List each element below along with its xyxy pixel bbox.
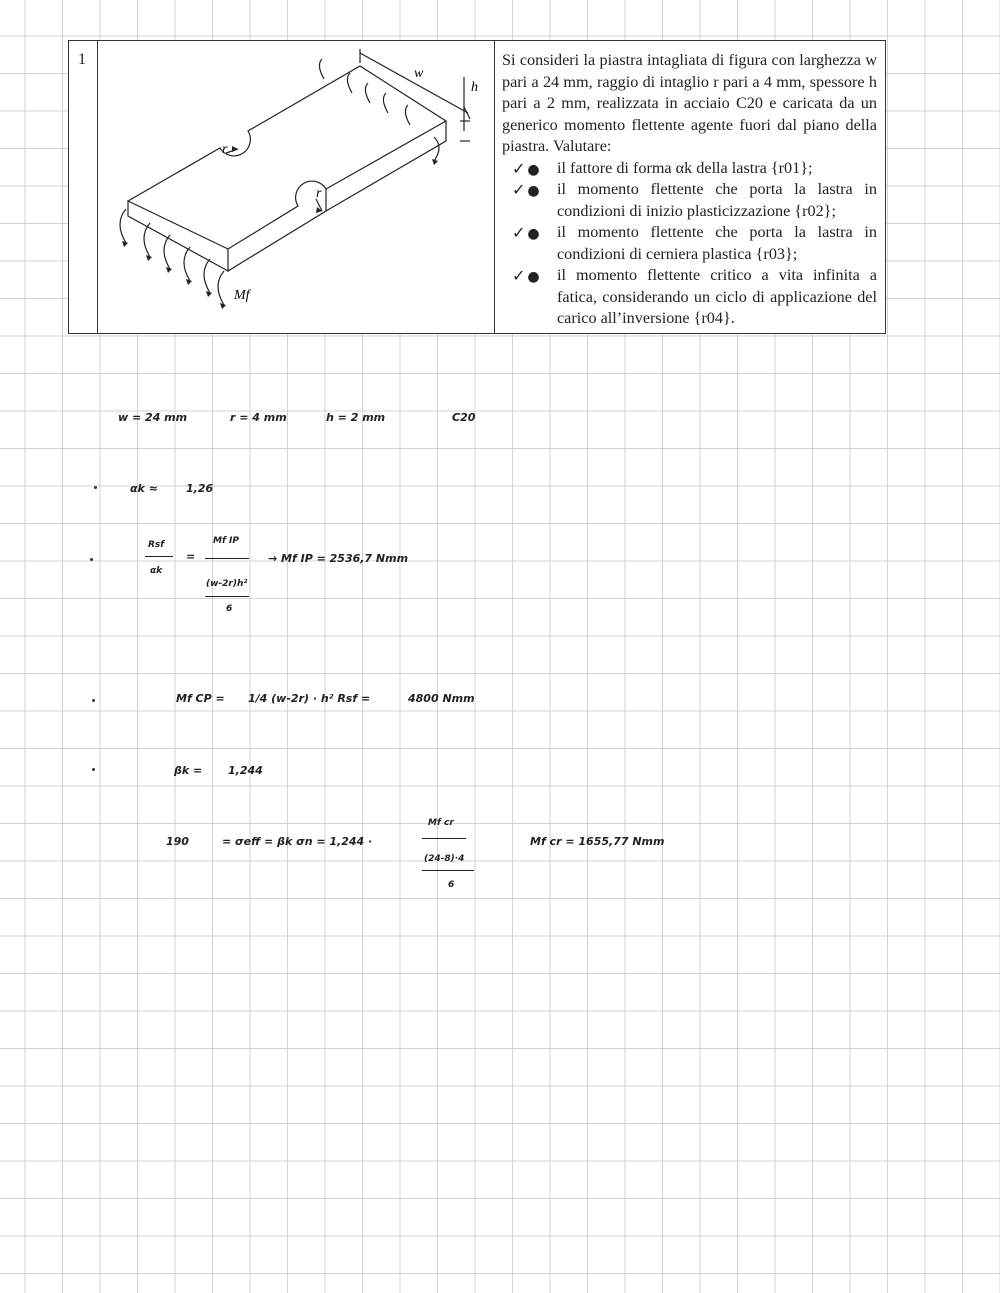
bullet-icon: ● [527,183,540,199]
note-sigma-eff: = σeff = βk σn = 1,244 · [222,835,373,848]
plate-figure [98,41,495,333]
note-mf-ip: Mf IP [213,536,239,546]
note-bullet [92,699,95,702]
label-h: h [471,80,478,95]
note-mf-cr: Mf cr [428,818,454,828]
check-icon: ✓ [512,158,526,178]
bullet-icon: ● [527,161,540,178]
label-r-bottom: r [316,186,322,201]
task-text: il momento flettente che porta la lastra in condizioni di cerniera plastica {r03}; [557,223,877,263]
problem-text [495,41,885,333]
note-alpha-value: 1,26 [186,482,214,495]
fraction-bar [422,838,466,839]
check-icon: ✓ [512,223,526,242]
task-text: il momento flettente che porta la lastra in condizioni di inizio plasticizzazione {r02}; [557,180,877,220]
note-190: 190 [166,835,189,848]
note-six: 6 [226,604,233,614]
fraction-bar [205,596,249,597]
task-text: il fattore di forma αk della lastra {r01}; [557,158,813,177]
bullet-icon: ● [527,226,540,242]
note-den-cr: (24-8)·4 [424,854,465,864]
note-alpha-label: αk ≈ [130,482,158,495]
fraction-bar [205,558,249,559]
problem-box [68,40,886,334]
label-mf: Mf [234,288,250,303]
check-icon: ✓ [512,266,526,285]
note-mf-ip-result: → Mf IP = 2536,7 Nmm [268,552,409,565]
task-item [502,179,877,222]
fraction-bar [422,870,474,871]
note-mf-cp-value: 4800 Nmm [408,692,475,705]
note-h: h = 2 mm [326,411,386,424]
check-icon: ✓ [512,180,526,199]
note-w: w = 24 mm [118,411,188,424]
note-alpha-den: αk [150,566,163,576]
note-mf-cr-result: Mf cr = 1655,77 Nmm [530,835,665,848]
note-beta-label: βk = [174,764,203,777]
note-bullet [94,486,97,489]
note-mf-cp-expr: 1/4 (w-2r) · h² Rsf = [248,692,371,705]
label-r-top: r [222,142,228,157]
task-text: il momento flettente critico a vita infinita a fatica, considerando un ciclo di applicazione del carico all’inversione {r04}. [557,266,877,327]
note-material: C20 [452,411,476,424]
label-w: w [414,66,424,81]
note-bullet [90,558,93,561]
note-equals: = [186,550,196,563]
problem-number: 1 [78,51,86,68]
task-list [502,158,877,330]
note-r: r = 4 mm [230,411,287,424]
bullet-icon: ● [527,269,540,285]
problem-number-cell [69,41,98,333]
problem-statement: Si consideri la piastra intagliata di figura con larghezza w pari a 24 mm, raggio di intaglio r pari a 4 mm, spessore h pari a 2 mm, realizzata in acciaio C20 e caricata da un generico momento flettente agente fuori dal piano della piastra. Valutare: [502,51,877,155]
fraction-bar [145,556,173,557]
notched-plate-drawing [98,41,494,335]
note-denominator: (w-2r)h² [206,579,248,589]
task-item [502,265,877,330]
note-rsf: Rsf [148,540,165,550]
task-item [502,222,877,265]
note-beta-value: 1,244 [228,764,263,777]
note-mf-cp-label: Mf CP = [176,692,225,705]
note-den-six: 6 [448,880,455,890]
task-item [502,158,877,180]
note-bullet [92,768,95,771]
